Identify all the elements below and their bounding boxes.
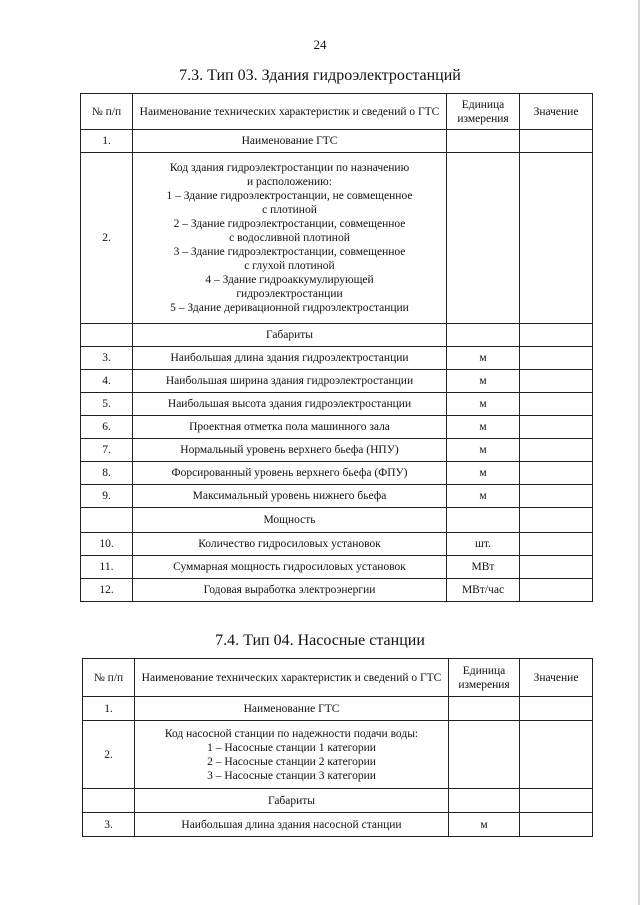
row-value bbox=[520, 721, 593, 789]
row-value bbox=[520, 697, 593, 721]
row-unit: м bbox=[447, 485, 520, 508]
row-value bbox=[520, 130, 593, 153]
row-value bbox=[520, 439, 593, 462]
row-num: 6. bbox=[81, 416, 133, 439]
row-num: 3. bbox=[83, 813, 135, 837]
table-row bbox=[81, 130, 593, 153]
row-unit: МВт/час bbox=[447, 579, 520, 602]
header-name: Наименование технических характеристик и сведений о ГТС bbox=[135, 659, 449, 697]
table-row bbox=[81, 393, 593, 416]
section-row bbox=[81, 324, 593, 347]
row-value bbox=[520, 485, 593, 508]
row-name: Количество гидросиловых установок bbox=[133, 533, 447, 556]
header-name: Наименование технических характеристик и сведений о ГТС bbox=[133, 94, 447, 130]
table-row bbox=[81, 462, 593, 485]
header-num: № п/п bbox=[81, 94, 133, 130]
section-label: Габариты bbox=[135, 789, 449, 813]
row-unit bbox=[449, 789, 520, 813]
header-num: № п/п bbox=[83, 659, 135, 697]
table-header-row bbox=[83, 659, 593, 697]
row-num bbox=[81, 324, 133, 347]
row-unit: МВт bbox=[447, 556, 520, 579]
row-num: 2. bbox=[83, 721, 135, 789]
row-num: 4. bbox=[81, 370, 133, 393]
row-unit bbox=[447, 130, 520, 153]
row-value bbox=[520, 556, 593, 579]
row-num: 12. bbox=[81, 579, 133, 602]
header-value: Значение bbox=[520, 94, 593, 130]
table-row bbox=[81, 579, 593, 602]
row-unit bbox=[447, 508, 520, 533]
row-num bbox=[83, 789, 135, 813]
table-row bbox=[83, 813, 593, 837]
row-value bbox=[520, 508, 593, 533]
row-value bbox=[520, 789, 593, 813]
row-unit: м bbox=[447, 370, 520, 393]
table-row bbox=[83, 721, 593, 789]
row-unit: м bbox=[447, 347, 520, 370]
row-value bbox=[520, 347, 593, 370]
row-name: Наибольшая ширина здания гидроэлектростанции bbox=[133, 370, 447, 393]
row-num bbox=[81, 508, 133, 533]
row-num: 3. bbox=[81, 347, 133, 370]
row-num: 8. bbox=[81, 462, 133, 485]
table-row bbox=[81, 416, 593, 439]
row-name: Нормальный уровень верхнего бьефа (НПУ) bbox=[133, 439, 447, 462]
row-value bbox=[520, 370, 593, 393]
table-hydro-buildings bbox=[80, 93, 593, 602]
table-row bbox=[81, 153, 593, 324]
row-unit bbox=[449, 697, 520, 721]
row-num: 2. bbox=[81, 153, 133, 324]
section-row bbox=[81, 508, 593, 533]
row-name: Наибольшая высота здания гидроэлектростанции bbox=[133, 393, 447, 416]
row-num: 1. bbox=[83, 697, 135, 721]
row-name: Максимальный уровень нижнего бьефа bbox=[133, 485, 447, 508]
row-value bbox=[520, 813, 593, 837]
row-unit: м bbox=[449, 813, 520, 837]
table-pump-stations bbox=[82, 658, 593, 837]
table-row bbox=[81, 347, 593, 370]
row-name: Код насосной станции по надежности подачи воды: 1 – Насосные станции 1 категории 2 – Насосные станции 2 категории 3 – Насосные станции 3 категории bbox=[135, 721, 449, 789]
row-num: 1. bbox=[81, 130, 133, 153]
section-row bbox=[83, 789, 593, 813]
row-value bbox=[520, 462, 593, 485]
header-value: Значение bbox=[520, 659, 593, 697]
page-number: 24 bbox=[313, 37, 327, 52]
row-unit bbox=[449, 721, 520, 789]
header-unit: Единица измерения bbox=[447, 94, 520, 130]
row-name: Форсированный уровень верхнего бьефа (ФПУ) bbox=[133, 462, 447, 485]
row-name: Наибольшая длина здания насосной станции bbox=[135, 813, 449, 837]
row-value bbox=[520, 324, 593, 347]
table-row bbox=[81, 370, 593, 393]
row-unit bbox=[447, 153, 520, 324]
row-value bbox=[520, 579, 593, 602]
row-num: 9. bbox=[81, 485, 133, 508]
row-name: Проектная отметка пола машинного зала bbox=[133, 416, 447, 439]
row-unit bbox=[447, 324, 520, 347]
row-name: Суммарная мощность гидросиловых установок bbox=[133, 556, 447, 579]
row-unit: м bbox=[447, 462, 520, 485]
row-name: Годовая выработка электроэнергии bbox=[133, 579, 447, 602]
header-unit: Единица измерения bbox=[449, 659, 520, 697]
row-name: Наибольшая длина здания гидроэлектростанции bbox=[133, 347, 447, 370]
row-num: 7. bbox=[81, 439, 133, 462]
row-value bbox=[520, 416, 593, 439]
row-name: Наименование ГТС bbox=[133, 130, 447, 153]
row-name: Наименование ГТС bbox=[135, 697, 449, 721]
section-title-pump-stations: 7.4. Тип 04. Насосные станции bbox=[215, 632, 425, 649]
section-label: Габариты bbox=[133, 324, 447, 347]
table-row bbox=[81, 556, 593, 579]
row-value bbox=[520, 533, 593, 556]
table-row bbox=[81, 439, 593, 462]
table-row bbox=[83, 697, 593, 721]
section-label: Мощность bbox=[133, 508, 447, 533]
table-row bbox=[81, 533, 593, 556]
row-num: 5. bbox=[81, 393, 133, 416]
row-value bbox=[520, 153, 593, 324]
row-unit: шт. bbox=[447, 533, 520, 556]
row-unit: м bbox=[447, 393, 520, 416]
row-unit: м bbox=[447, 416, 520, 439]
table-header-row bbox=[81, 94, 593, 130]
section-title-hydro-buildings: 7.3. Тип 03. Здания гидроэлектростанций bbox=[179, 67, 461, 84]
row-name: Код здания гидроэлектростанции по назначению и расположению: 1 – Здание гидроэлектростанции, не совмещенное с плотиной 2 – Здание гидроэлектростанции, совмещенное с водосливной плотиной 3 – Здание гидроэлектростанции, совмещенное с глухой плотиной 4 – Здание гидроаккумулирующей гидроэлектростанции 5 – Здание деривационной гидроэлектростанции bbox=[133, 153, 447, 324]
table-row bbox=[81, 485, 593, 508]
row-num: 10. bbox=[81, 533, 133, 556]
row-num: 11. bbox=[81, 556, 133, 579]
row-value bbox=[520, 393, 593, 416]
row-unit: м bbox=[447, 439, 520, 462]
